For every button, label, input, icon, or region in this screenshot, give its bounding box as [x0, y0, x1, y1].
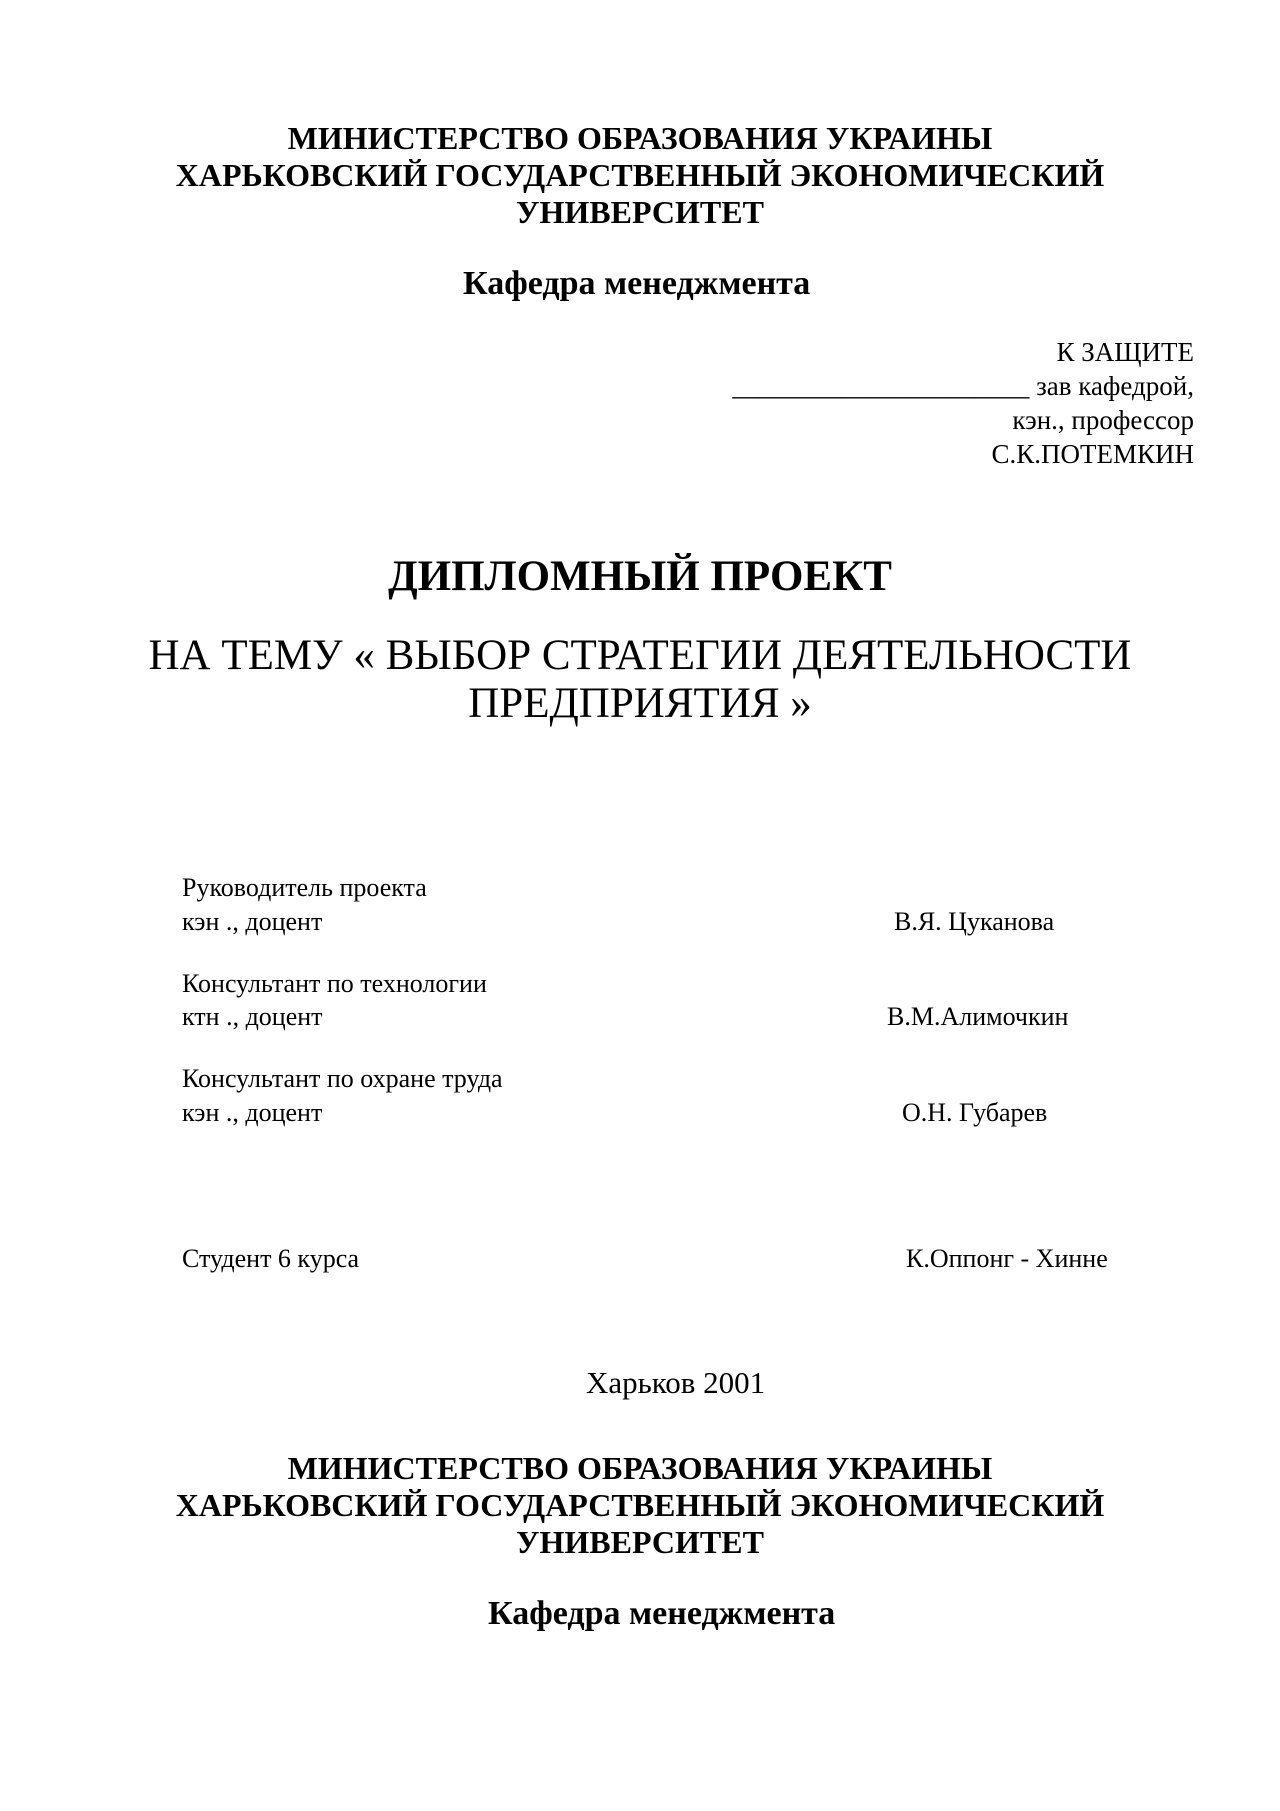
supervisor-name: В.Я. Цуканова — [894, 907, 1055, 936]
approval-line-2: ______________________ зав кафедрой, — [732, 371, 1194, 401]
student-name: К.Оппонг - Хинне — [906, 1244, 1108, 1273]
header-line-3: УНИВЕРСИТЕТ — [516, 194, 764, 230]
safety-consultant-role: Консультант по охране труда — [182, 1064, 503, 1093]
header2-line-2: ХАРЬКОВСКИЙ ГОСУДАРСТВЕННЫЙ ЭКОНОМИЧЕСКИЙ — [175, 1487, 1105, 1523]
ministry-header — [0, 120, 1280, 231]
approval-line-3: кэн., профессор — [1012, 405, 1194, 435]
safety-consultant-name: О.Н. Губарев — [902, 1098, 1048, 1127]
topic — [0, 632, 1280, 728]
department-title-2: Кафедра менеджмента — [488, 1595, 836, 1632]
approval-line-1: К ЗАЩИТЕ — [1056, 337, 1194, 367]
student-label: Студент 6 курса — [182, 1244, 360, 1273]
tech-consultant-degree: ктн ., доцент — [182, 1002, 323, 1031]
approval-line-4: С.К.ПОТЕМКИН — [991, 439, 1194, 469]
diploma-title: ДИПЛОМНЫЙ ПРОЕКТ — [388, 553, 892, 600]
supervisor-degree: кэн ., доцент — [182, 907, 323, 936]
topic-line-1: НА ТЕМУ « ВЫБОР СТРАТЕГИИ ДЕЯТЕЛЬНОСТИ — [148, 632, 1132, 679]
supervisor-role: Руководитель проекта — [182, 873, 427, 902]
header-line-1: МИНИСТЕРСТВО ОБРАЗОВАНИЯ УКРАИНЫ — [287, 120, 993, 156]
approval-block — [732, 335, 1194, 471]
department-title: Кафедра менеджмента — [463, 265, 811, 302]
header2-line-1: МИНИСТЕРСТВО ОБРАЗОВАНИЯ УКРАИНЫ — [287, 1450, 993, 1486]
topic-line-2: ПРЕДПРИЯТИЯ » — [468, 680, 812, 727]
tech-consultant-role: Консультант по технологии — [182, 969, 487, 998]
ministry-header-2 — [0, 1450, 1280, 1561]
tech-consultant-name: В.М.Алимочкин — [887, 1002, 1069, 1031]
header-line-2: ХАРЬКОВСКИЙ ГОСУДАРСТВЕННЫЙ ЭКОНОМИЧЕСКИЙ — [175, 157, 1105, 193]
city-year: Харьков 2001 — [586, 1365, 766, 1400]
header2-line-3: УНИВЕРСИТЕТ — [516, 1524, 764, 1560]
safety-consultant-degree: кэн ., доцент — [182, 1098, 323, 1127]
